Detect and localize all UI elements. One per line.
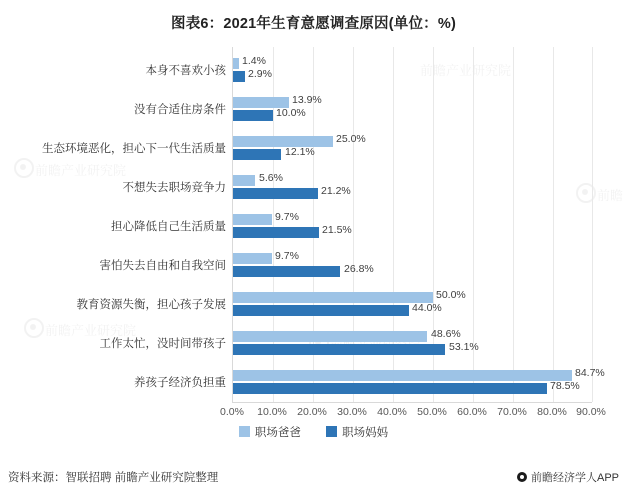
y-category-label: 教育资源失衡，担心孩子发展: [76, 299, 226, 311]
bar-value-label: 50.0%: [436, 289, 466, 301]
gridline: [592, 47, 593, 402]
y-category-label: 害怕失去自由和自我空间: [99, 260, 226, 272]
x-tick-label: 50.0%: [417, 406, 447, 418]
bar-value-label: 84.7%: [575, 367, 605, 379]
legend-item-dad[interactable]: [239, 424, 301, 440]
x-axis-line: [232, 402, 592, 403]
watermark-text: 前瞻产业研究院: [420, 63, 512, 78]
bar-mom: [233, 266, 340, 277]
x-tick-label: 70.0%: [497, 406, 527, 418]
y-category-label: 没有合适住房条件: [134, 104, 226, 116]
bar-dad: [233, 331, 427, 342]
watermark-text: 前瞻: [597, 188, 624, 203]
x-tick-label: 40.0%: [377, 406, 407, 418]
bar-value-label: 13.9%: [292, 94, 322, 106]
bar-mom: [233, 383, 547, 394]
bar-value-label: 44.0%: [412, 302, 442, 314]
x-tick-label: 20.0%: [297, 406, 327, 418]
bar-value-label: 12.1%: [285, 146, 315, 158]
legend-swatch-dad: [239, 426, 250, 437]
legend-label-dad: 职场爸爸: [254, 427, 301, 439]
legend: [0, 424, 627, 440]
plot-area: [232, 47, 605, 402]
bar-value-label: 9.7%: [275, 250, 299, 262]
y-category-label: 养孩子经济负担重: [134, 377, 226, 389]
bar-value-label: 25.0%: [336, 133, 366, 145]
y-category-label: 不想失去职场竞争力: [122, 182, 226, 194]
watermark-text: 前瞻产业研究院: [45, 323, 137, 338]
gridline: [553, 47, 554, 402]
bar-value-label: 78.5%: [550, 380, 580, 392]
watermark-text: 前瞻产业研究院: [35, 163, 127, 178]
legend-item-mom[interactable]: [326, 424, 388, 440]
legend-label-mom: 职场妈妈: [342, 427, 389, 439]
bar-dad: [233, 214, 272, 225]
y-category-label: 担心降低自己生活质量: [111, 221, 226, 233]
bar-value-label: 21.5%: [322, 224, 352, 236]
bar-value-label: 2.9%: [248, 68, 272, 80]
x-tick-label: 30.0%: [337, 406, 367, 418]
bar-dad: [233, 136, 333, 147]
x-tick-label: 60.0%: [457, 406, 487, 418]
bar-value-label: 9.7%: [275, 211, 299, 223]
bar-dad: [233, 58, 239, 69]
bar-dad: [233, 292, 433, 303]
x-tick-label: 10.0%: [257, 406, 287, 418]
x-tick-label: 0.0%: [220, 406, 244, 418]
watermark-logo-icon: [14, 158, 34, 178]
x-tick-label: 80.0%: [537, 406, 567, 418]
bar-mom: [233, 227, 319, 238]
bar-mom: [233, 149, 281, 160]
bar-mom: [233, 305, 409, 316]
chart-title: 图表6：2021年生育意愿调查原因(单位：%): [171, 16, 456, 32]
source-note: 资料来源：智联招聘 前瞻产业研究院整理: [8, 472, 219, 484]
bar-value-label: 10.0%: [276, 107, 306, 119]
watermark-logo-icon: [24, 318, 44, 338]
legend-swatch-mom: [326, 426, 337, 437]
bar-value-label: 1.4%: [242, 55, 266, 67]
bar-value-label: 5.6%: [259, 172, 283, 184]
brand-logo-icon: [517, 472, 527, 482]
gridline: [513, 47, 514, 402]
y-category-label: 工作太忙，没时间带孩子: [99, 338, 226, 350]
x-tick-label: 90.0%: [576, 406, 606, 418]
y-category-label: 生态环境恶化，担心下一代生活质量: [42, 143, 226, 155]
bar-value-label: 53.1%: [449, 341, 479, 353]
brand-note: [517, 469, 619, 485]
bar-mom: [233, 188, 318, 199]
bar-mom: [233, 71, 245, 82]
bar-dad: [233, 175, 255, 186]
bar-dad: [233, 370, 572, 381]
bar-value-label: 21.2%: [321, 185, 351, 197]
y-category-label: 本身不喜欢小孩: [145, 65, 226, 77]
brand-label: 前瞻经济学人APP: [530, 472, 619, 484]
bar-value-label: 48.6%: [431, 328, 461, 340]
bar-value-label: 26.8%: [344, 263, 374, 275]
bar-dad: [233, 253, 272, 264]
bar-mom: [233, 110, 273, 121]
bar-mom: [233, 344, 445, 355]
